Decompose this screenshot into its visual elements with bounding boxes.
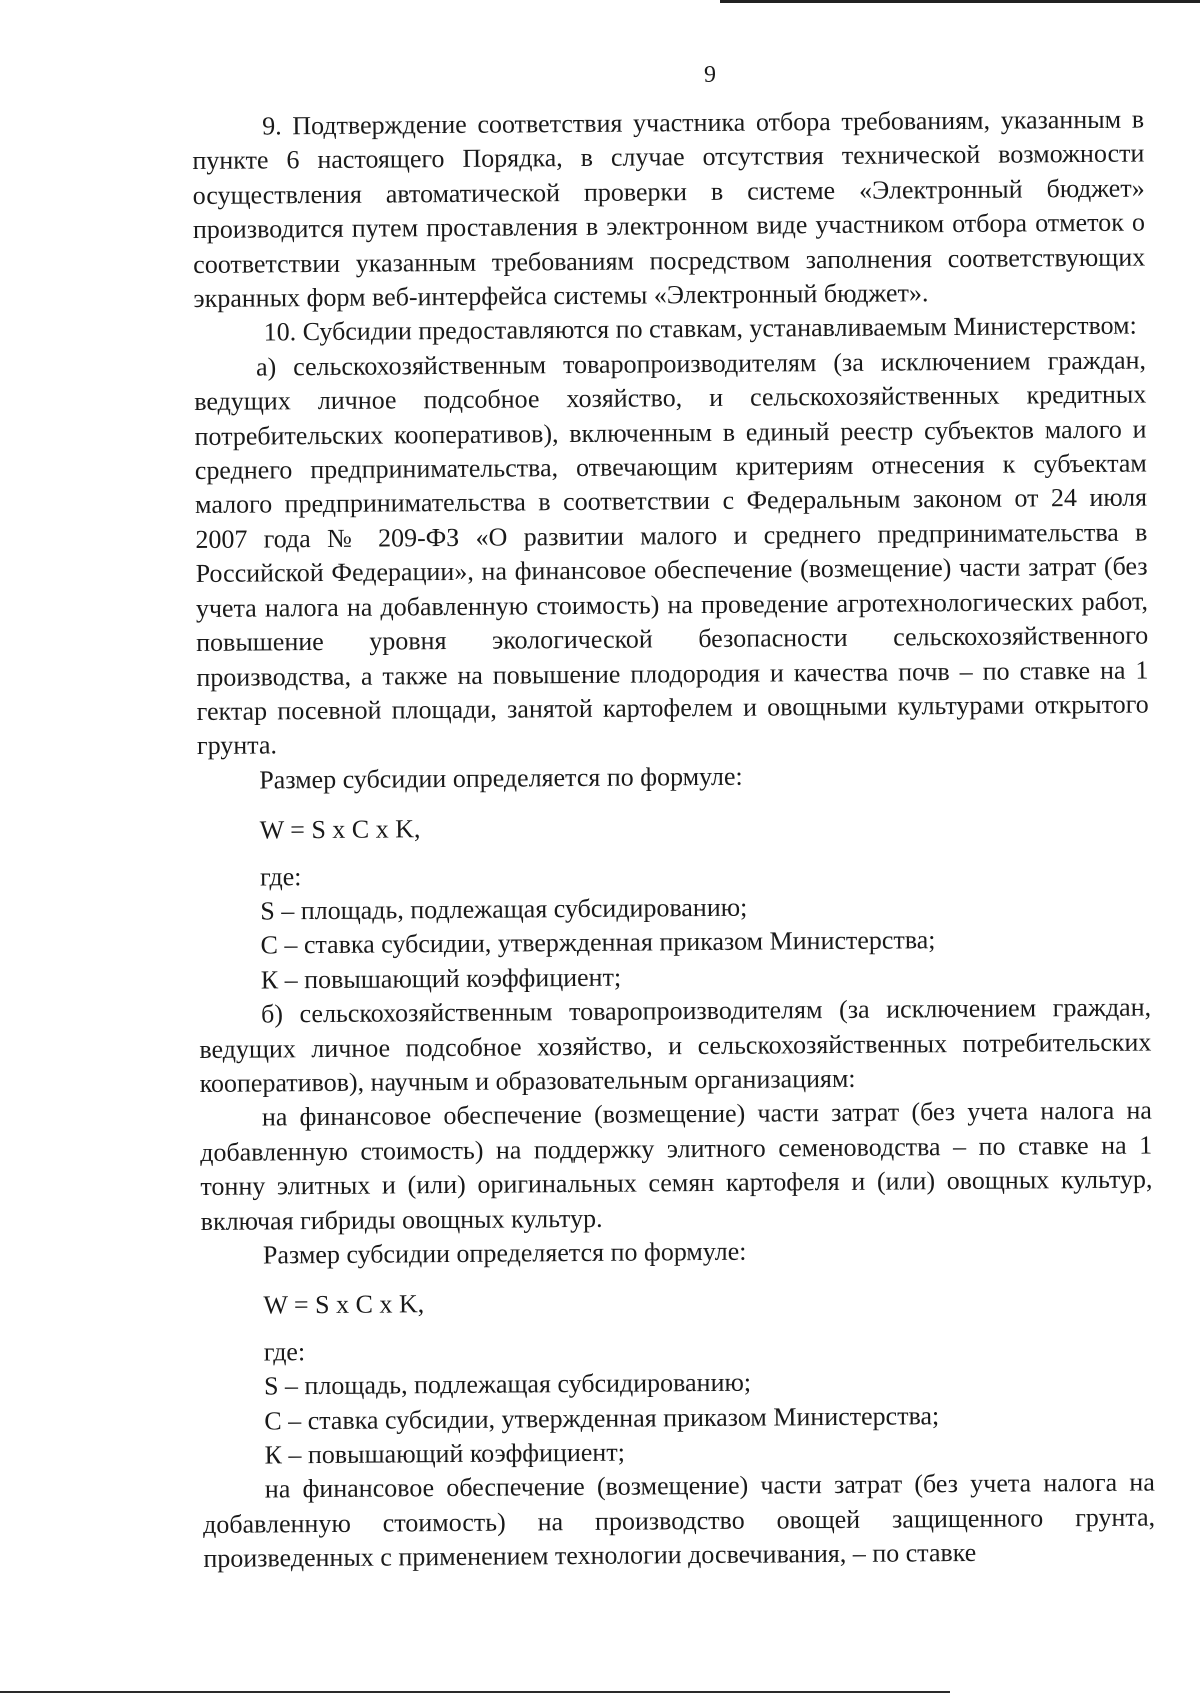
- subparagraph-b-item-2: на финансовое обеспечение (возмещение) части затрат (без учета налога на добавленную стоимость) на производство овощей защищенного грунта, произведенных с применением технологии досвечивания, – по ставке: [202, 1467, 1156, 1574]
- variable-s: S – площадь, подлежащая субсидированию;: [260, 892, 748, 926]
- paragraph-9: 9. Подтверждение соответствия участника отбора требованиям, указанным в пункте 6 настоящего Порядка, в случае отсутствия технической возможности осуществления автоматической проверки в системе «Электронный бюджет» производится путем проставления в электронном виде участником отбора отметок о соответствии указанным требованиям посредством заполнения соответствующих экранных форм веб-интерфейса системы «Электронный бюджет».: [192, 104, 1146, 314]
- formula-where: где:: [263, 1336, 306, 1367]
- document-body: [192, 103, 1155, 1577]
- paragraph-10: 10. Субсидии предоставляются по ставкам, устанавливаемым Министерством:: [263, 311, 1137, 347]
- formula: W = S x C x K,: [263, 1289, 425, 1320]
- page-number: 9: [704, 62, 716, 88]
- formula-intro: Размер субсидии определяется по формуле:: [262, 1236, 747, 1270]
- variable-k: К – повышающий коэффициент;: [260, 962, 622, 995]
- variable-c: С – ставка субсидии, утвержденная приказом Министерства;: [264, 1400, 940, 1436]
- variable-s: S – площадь, подлежащая субсидированию;: [263, 1367, 752, 1401]
- variable-c: С – ставка субсидии, утвержденная приказом Министерства;: [260, 925, 936, 960]
- subparagraph-b-item-1: на финансовое обеспечение (возмещение) части затрат (без учета налога на добавленную стоимость) на поддержку элитного семеноводства – по ставке на 1 тонну элитных и (или) оригинальных семян картофеля и (или) овощных культур, включая гибриды овощных культур.: [200, 1095, 1153, 1236]
- subparagraph-b: б) сельскохозяйственным товаропроизводителям (за исключением граждан, ведущих личное подсобное хозяйство, и сельскохозяйственных потребительских кооперативов), научным и образовательным организациям:: [199, 992, 1152, 1098]
- subparagraph-a: а) сельскохозяйственным товаропроизводителям (за исключением граждан, ведущих личное подсобное хозяйство, и сельскохозяйственных кредитных потребительских кооперативов), включенным в единый реестр субъектов малого и среднего предпринимательства, отвечающим критериям отнесения к субъектам малого предпринимательства в соответствии с Федеральным законом от 24 июля 2007 года № 209-ФЗ «О развитии малого и среднего предпринимательства в Российской Федерации», на финансовое обеспечение (возмещение) части затрат (без учета налога на добавленную стоимость) на проведение агротехнологических работ, повышение уровня экологической безопасности сельскохозяйственного производства, а также на повышение плодородия и качества почв – по ставке на 1 гектар посевной площади, занятой картофелем и овощными культурами открытого грунта.: [194, 345, 1149, 761]
- formula-intro: Размер субсидии определяется по формуле:: [259, 761, 743, 795]
- formula: W = S x C x K,: [259, 814, 421, 845]
- formula-where: где:: [259, 861, 302, 892]
- bottom-border-line: [0, 1691, 950, 1693]
- top-border-line: [720, 0, 1200, 3]
- variable-k: К – повышающий коэффициент;: [264, 1437, 625, 1470]
